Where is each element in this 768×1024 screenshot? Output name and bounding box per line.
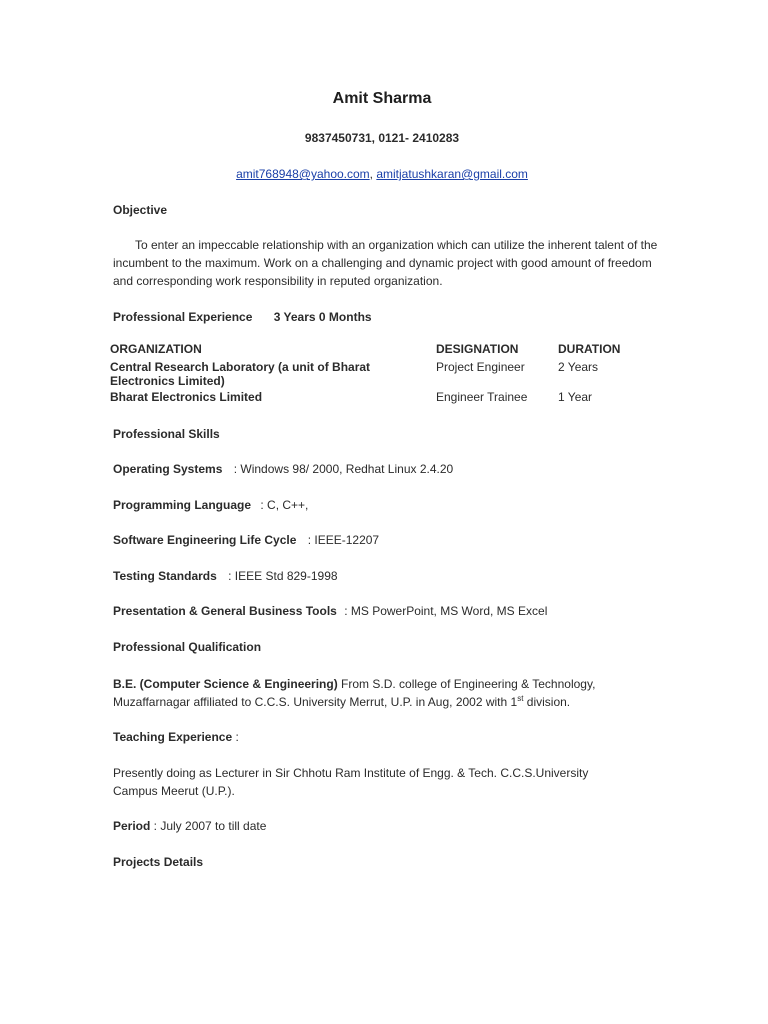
email-link-yahoo[interactable]: amit768948@yahoo.com (236, 167, 370, 181)
degree-name: B.E. (Computer Science & Engineering) (113, 677, 338, 691)
skill-item (113, 462, 453, 476)
skill-label: Operating Systems (113, 462, 223, 476)
column-header-organization: ORGANIZATION (110, 342, 202, 356)
skill-value: : IEEE-12207 (307, 533, 380, 547)
skill-item (113, 533, 379, 547)
skill-item (113, 569, 338, 583)
skill-label: Software Engineering Life Cycle (113, 533, 297, 547)
row-designation: Engineer Trainee (436, 390, 528, 404)
qualification-division: division. (523, 695, 571, 709)
column-header-duration: DURATION (558, 342, 621, 356)
skill-value: : C, C++, (260, 498, 309, 512)
teaching-heading-suffix: : (232, 730, 239, 744)
skill-value: : Windows 98/ 2000, Redhat Linux 2.4.20 (233, 462, 454, 476)
teaching-heading-label: Teaching Experience (113, 730, 233, 744)
skill-item (113, 604, 547, 618)
experience-heading (113, 310, 372, 324)
candidate-name: Amit Sharma (332, 90, 432, 107)
skill-label: Programming Language (113, 498, 252, 512)
qualification-detail: From S.D. college of Engineering & Technology, Muzaffarnagar affiliated to C.C.S. University Merrut, U.P. in Aug, 2002 with 1 (113, 677, 596, 709)
table-row (0, 360, 768, 390)
qualification-text (113, 675, 653, 711)
period-label: Period (113, 819, 151, 833)
period-value: : July 2007 to till date (150, 819, 267, 833)
row-duration: 1 Year (558, 390, 593, 404)
ordinal-suffix: st (517, 694, 524, 703)
skill-value: : IEEE Std 829-1998 (228, 569, 338, 583)
objective-heading: Objective (113, 203, 168, 217)
table-row (0, 390, 768, 406)
qualification-heading: Professional Qualification (113, 640, 262, 654)
skill-label: Presentation & General Business Tools (113, 604, 337, 618)
skill-item (113, 498, 308, 512)
teaching-heading (113, 730, 239, 744)
email-separator: , (369, 167, 377, 181)
phone-numbers: 9837450731, 0121- 2410283 (304, 131, 460, 145)
column-header-designation: DESIGNATION (436, 342, 519, 356)
projects-heading: Projects Details (113, 855, 204, 869)
row-designation: Project Engineer (436, 360, 525, 374)
experience-table-header (0, 342, 768, 358)
row-duration: 2 Years (558, 360, 599, 374)
email-link-gmail[interactable]: amitjatushkaran@gmail.com (376, 167, 528, 181)
objective-text: To enter an impeccable relationship with an organization which can utilize the inherent talent of the incumbent to the maximum. Work on a challenging and dynamic project with good amount of freedom and corresponding work responsibility in reputed organization. (113, 238, 658, 288)
email-line (0, 167, 764, 181)
skill-label: Testing Standards (113, 569, 217, 583)
row-organization: Central Research Laboratory (a unit of Bharat Electronics Limited) (110, 360, 371, 388)
period-line (113, 819, 266, 833)
skills-heading: Professional Skills (113, 427, 220, 441)
experience-total: 3 Years 0 Months (273, 310, 372, 324)
row-organization: Bharat Electronics Limited (110, 390, 263, 404)
skill-value: : MS PowerPoint, MS Word, MS Excel (344, 604, 548, 618)
experience-heading-label: Professional Experience (113, 310, 253, 324)
teaching-text: Presently doing as Lecturer in Sir Chhotu Ram Institute of Engg. & Tech. C.C.S.University Campus Meerut (U.P.). (113, 766, 589, 798)
